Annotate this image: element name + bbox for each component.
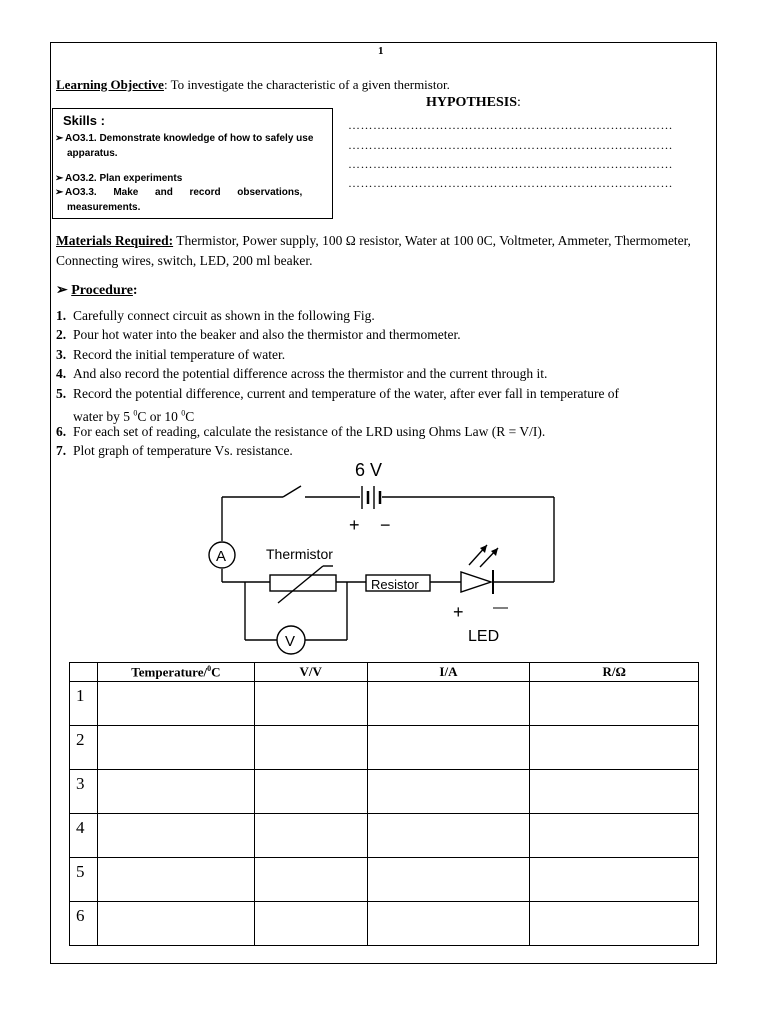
step-number: 5. [56,386,67,401]
step-text: Record the potential difference, current and temperature of the water, after ever fall in temperature of [73,386,620,401]
table-cell[interactable] [97,770,254,814]
row-number: 1 [70,682,98,726]
table-cell[interactable] [530,682,699,726]
step-text: Carefully connect circuit as shown in the following Fig. [73,308,375,323]
skill-text: AO3.3. Make and record observations, [65,187,303,198]
row-number: 2 [70,726,98,770]
table-row [70,814,699,858]
step-text: And also record the potential difference across the thermistor and the current through it. [73,366,548,381]
procedure-title: Procedure [71,283,133,298]
hypothesis-line: …………………………………………………………………… [348,138,673,152]
row-number: 5 [70,858,98,902]
materials-text: Thermistor, Power supply, 100 Ω resistor, Water at 100 0C, Voltmeter, Ammeter, Thermometer, Connecting wires, switch, LED, 200 ml beaker. [56,233,691,268]
hypothesis-line: …………………………………………………………………… [348,118,673,132]
results-table [69,662,699,946]
thermistor-slash-icon [278,566,323,603]
table-cell[interactable] [530,770,699,814]
skill-text-cont: apparatus. [67,148,118,159]
table-row [70,770,699,814]
table-header-row [70,663,699,682]
degree-sup: 0 [181,408,186,418]
hypothesis-title: HYPOTHESIS [426,95,518,110]
materials-label: Materials Required: [56,233,174,248]
step-text: Pour hot water into the beaker and also the thermistor and thermometer. [73,327,461,342]
table-row [70,902,699,946]
hypothesis-colon: : [517,95,521,110]
skill-text-cont: measurements. [67,202,141,213]
procedure-colon: : [132,283,138,298]
table-header: V/V [254,663,367,682]
led-label: LED [468,628,500,645]
table-cell[interactable] [254,726,367,770]
table-row [70,726,699,770]
led-minus: — [493,599,508,616]
table-header: I/A [367,663,530,682]
step-text: Plot graph of temperature Vs. resistance. [73,443,293,458]
table-cell[interactable] [254,902,367,946]
bullet-arrow-icon: ➢ [55,187,64,198]
hypothesis-line: …………………………………………………………………… [348,157,673,171]
thermistor-label: Thermistor [266,546,333,562]
table-header: R/Ω [530,663,699,682]
page-number: 1 [378,45,384,57]
step-cont-b: C or 10 [137,409,182,424]
degree-sup: 0 [207,663,212,673]
table-cell[interactable] [254,858,367,902]
table-cell[interactable] [254,770,367,814]
step-text: For each set of reading, calculate the resistance of the LRD using Ohms Law (R = V/I). [73,424,546,439]
battery-plus: + [349,515,360,535]
led-plus: + [453,602,464,622]
step-text: Record the initial temperature of water. [73,347,286,362]
row-number: 4 [70,814,98,858]
ammeter-label: A [216,548,227,565]
learning-objective-text: To investigate the characteristic of a given thermistor. [167,77,450,92]
table-cell[interactable] [530,902,699,946]
step-number: 2. [56,327,67,342]
step-number: 1. [56,308,67,323]
step-number: 7. [56,443,67,458]
table-cell[interactable] [254,682,367,726]
table-header [97,663,254,682]
table-cell[interactable] [367,858,530,902]
step-number: 4. [56,366,67,381]
table-row [70,858,699,902]
learning-objective-label: Learning Objective [56,77,164,92]
row-number: 3 [70,770,98,814]
resistor-label: Resistor [371,577,419,592]
bullet-arrow-icon: ➢ [55,173,64,184]
table-header [70,663,98,682]
hypothesis-line: …………………………………………………………………… [348,176,673,190]
skill-text: AO3.2. Plan experiments [65,173,183,184]
table-row [70,682,699,726]
led-icon [461,572,491,592]
step-number: 6. [56,424,67,439]
voltmeter-label: V [285,633,296,650]
degree-sup: 0 [133,408,138,418]
table-cell[interactable] [530,726,699,770]
step-cont-c: C [185,409,195,424]
table-cell[interactable] [97,814,254,858]
table-cell[interactable] [367,902,530,946]
table-cell[interactable] [97,726,254,770]
switch-lever-icon [283,486,301,497]
skills-title: Skills : [63,113,105,128]
table-cell[interactable] [367,814,530,858]
skill-text: AO3.1. Demonstrate knowledge of how to safely use [65,133,314,144]
bullet-arrow-icon: ➢ [56,283,68,298]
row-number: 6 [70,902,98,946]
table-cell[interactable] [530,814,699,858]
battery-label: 6 V [355,460,383,480]
table-cell[interactable] [367,770,530,814]
step-cont-a: water by 5 [73,409,134,424]
learning-objective-colon: : [163,77,168,92]
header-temp-unit: C [211,664,221,680]
step-number: 3. [56,347,67,362]
table-cell[interactable] [254,814,367,858]
table-cell[interactable] [367,682,530,726]
battery-minus: − [380,515,391,535]
table-cell[interactable] [97,682,254,726]
bullet-arrow-icon: ➢ [55,133,64,144]
table-cell[interactable] [367,726,530,770]
table-cell[interactable] [97,902,254,946]
table-cell[interactable] [97,858,254,902]
header-temperature: Temperature/ [131,664,208,680]
table-cell[interactable] [530,858,699,902]
